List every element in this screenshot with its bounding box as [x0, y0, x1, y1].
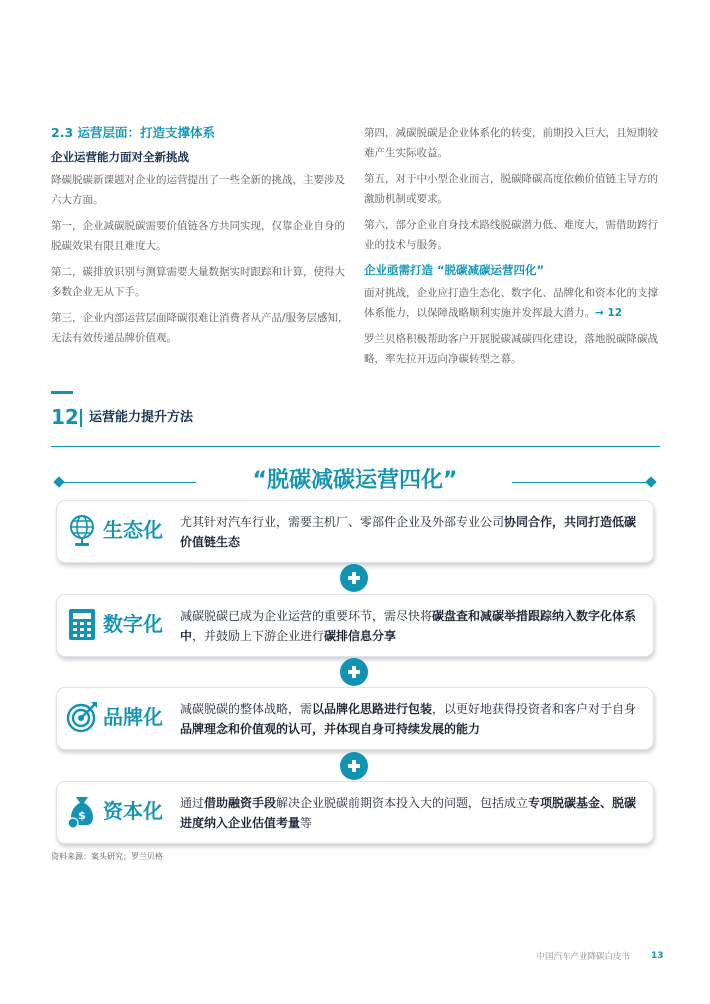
- subheading-challenges: 企业运营能力面对全新挑战: [51, 150, 189, 164]
- svg-text:$: $: [78, 809, 86, 822]
- paragraph: 第五，对于中小型企业而言，脱碳降碳高度依赖价值链主导方的激励机制或要求。: [364, 173, 658, 205]
- plus-icon: [340, 564, 368, 592]
- card-text-segment: 减碳脱碳已成为企业运营的重要环节，需尽快将: [180, 609, 433, 623]
- card-ecosystem: [56, 500, 654, 563]
- card-label: 数字化: [103, 612, 163, 636]
- figure-title: 运营能力提升方法: [89, 410, 194, 425]
- card-text-bold: 品牌理念和价值观的认可，并体现自身可持续发展的能力: [180, 722, 481, 736]
- figure-number: 12: [51, 405, 79, 429]
- paragraph-with-link: [364, 284, 664, 323]
- card-text: [180, 512, 640, 552]
- footer-doc-title: 中国汽车产业降碳白皮书: [536, 952, 630, 962]
- card-text-bold: 专项脱碳基金、脱碳进度纳入企业估值考量: [180, 796, 637, 830]
- figure-separator: [80, 409, 82, 427]
- target-icon: [64, 699, 100, 735]
- card-text-segment: 等: [300, 816, 313, 830]
- money-bag-icon: [64, 793, 100, 829]
- calculator-icon: [64, 606, 100, 642]
- card-label: 生态化: [103, 518, 163, 542]
- paragraph: 降碳脱碳新课题对企业的运营提出了一些全新的挑战，主要涉及六大方面。: [51, 174, 345, 206]
- card-text-bold: 借助融资手段: [204, 796, 277, 810]
- card-text-bold: 碳排信息分享: [324, 629, 397, 643]
- banner-title: “脱碳减碳运营四化”: [252, 468, 458, 493]
- card-label: 品牌化: [103, 705, 163, 729]
- card-text-segment: 减碳脱碳的整体战略，需: [180, 702, 313, 716]
- card-text-segment: 尤其针对汽车行业，需要主机厂、零部件企业及外部专业公司: [180, 515, 505, 529]
- paragraph-text: 面对挑战，企业应打造生态化、数字化、品牌化和资本化的支撑体系能力，以保障战略顺利实施并发挥最大潜力。: [364, 287, 658, 319]
- figure-source: 资料来源：案头研究；罗兰贝格: [51, 852, 163, 861]
- paragraph: 罗兰贝格积极帮助客户开展脱碳减碳四化建设，落地脱碳降碳战略，率先拉开迈向净碳转型之幕。: [364, 333, 658, 365]
- card-label: 资本化: [103, 799, 163, 823]
- card-text-segment: 通过: [180, 796, 205, 810]
- subheading-four-modernizations: 企业亟需打造 “脱碳减碳运营四化”: [364, 263, 545, 277]
- card-text: [180, 793, 640, 833]
- card-text: [180, 699, 640, 739]
- right-column: [364, 124, 664, 376]
- card-branding: [56, 687, 654, 750]
- paragraph: 第一，企业减碳脱碳需要价值链各方共同实现，仅靠企业自身的脱碳效果有限且难度大。: [51, 220, 345, 252]
- section-title: 2.3 运营层面：打造支撑体系: [51, 125, 215, 140]
- card-text-segment: 解决企业脱碳前期资本投入大的问题，包括成立: [276, 796, 529, 810]
- card-digitalization: [56, 594, 654, 657]
- card-text-bold: 协同合作，共同打造低碳价值链生态: [180, 515, 637, 549]
- plus-icon: [340, 658, 368, 686]
- card-text-segment: ，以更好地获得投资者和客户对于自身: [432, 702, 637, 716]
- card-text-bold: 碳盘查和减碳举措跟踪纳入数字化体系中: [180, 609, 637, 643]
- paragraph: 第四，减碳脱碳是企业体系化的转变，前期投入巨大，且短期较难产生实际收益。: [364, 127, 658, 159]
- figure-reference-link[interactable]: → 12: [595, 306, 623, 319]
- globe-icon: [64, 512, 100, 548]
- card-text: [180, 606, 640, 646]
- paragraph: 第二，碳排放识别与测算需要大量数据实时跟踪和计算，使得大多数企业无从下手。: [51, 266, 345, 298]
- card-capitalization: [56, 781, 654, 844]
- figure-rule: [51, 446, 660, 447]
- card-text-bold: 以品牌化思路进行包装: [312, 702, 433, 716]
- figure-accent-bar: [51, 391, 73, 394]
- paragraph: 第三，企业内部运营层面降碳很难让消费者从产品/服务层感知，无法有效传递品牌价值观。: [51, 312, 349, 344]
- plus-icon: [340, 752, 368, 780]
- paragraph: 第六，部分企业自身技术路线脱碳潜力低、难度大，需借助跨行业的技术与服务。: [364, 219, 658, 251]
- card-text-segment: ，并鼓励上下游企业进行: [192, 629, 325, 643]
- left-column: [51, 124, 351, 355]
- page-number: 13: [651, 951, 664, 961]
